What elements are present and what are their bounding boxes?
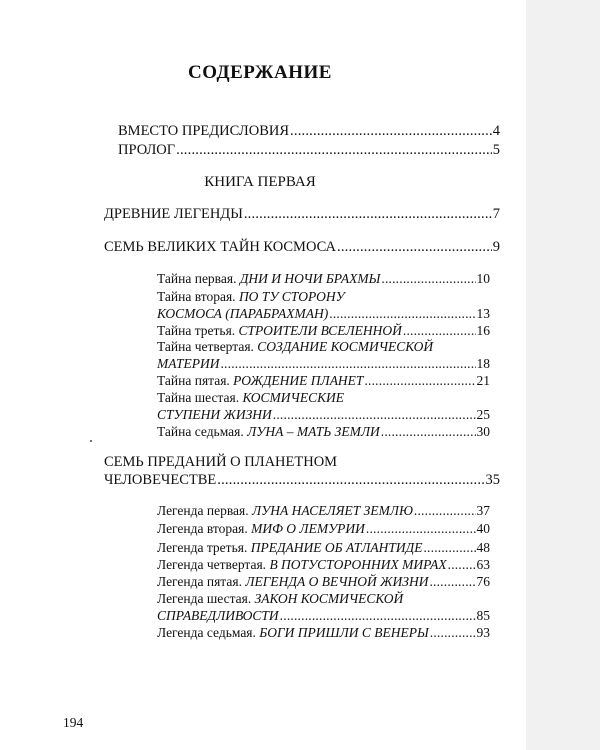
entry-title-cont: ЧЕЛОВЕЧЕСТВЕ [104,472,217,488]
toc-entry-legend-5[interactable] [157,573,490,590]
toc-entry-legend-2[interactable] [157,520,490,537]
toc-entry-secret-7[interactable] [157,423,490,440]
entry-title: ЛУНА НАСЕЛЯЕТ ЗЕМЛЮ [251,503,413,518]
toc-entry-secret-1[interactable] [157,270,490,287]
entry-label: Тайна первая. [157,271,237,286]
entry-title: СЕМЬ ВЕЛИКИХ ТАЙН КОСМОСА [104,239,337,255]
entry-title-cont: СТУПЕНИ ЖИЗНИ [157,407,272,422]
page-edge-shadow [526,0,600,750]
entry-title: ЛУНА – МАТЬ ЗЕМЛИ [247,424,380,439]
entry-page: 13 [476,306,490,321]
entry-page: 10 [476,271,490,286]
entry-page: 93 [476,625,490,640]
entry-title: ДНИ И НОЧИ БРАХМЫ [239,271,381,286]
entry-title: РОЖДЕНИЕ ПЛАНЕТ [233,373,364,388]
toc-entry-legend-6[interactable] [157,590,490,624]
entry-title: КОСМИЧЕСКИЕ [242,390,345,405]
toc-entry-secret-3[interactable] [157,322,490,339]
entry-title-cont: МАТЕРИИ [157,356,220,371]
entry-title: ВМЕСТО ПРЕДИСЛОВИЯ [118,123,290,139]
toc-entry-prologue[interactable] [118,141,500,159]
entry-title: БОГИ ПРИШЛИ С ВЕНЕРЫ [259,625,429,640]
entry-page: 5 [492,142,500,158]
entry-label: Легенда вторая. [157,521,248,536]
entry-label: Тайна седьмая. [157,424,244,439]
entry-title: ПРЕДАНИЕ ОБ АТЛАНТИДЕ [250,540,423,555]
toc-entry-seven-secrets[interactable] [104,238,500,256]
entry-label: Тайна шестая. [157,390,240,405]
entry-label: Легенда четвертая. [157,557,267,572]
entry-page: 76 [476,574,490,589]
toc-entry-secret-6[interactable] [157,389,490,423]
page-number: 194 [63,715,84,730]
stray-mark [90,440,92,442]
entry-page: 35 [485,472,500,488]
entry-page: 85 [476,608,490,623]
entry-page: 48 [476,540,490,555]
entry-title: ДРЕВНИЕ ЛЕГЕНДЫ [104,206,243,222]
toc-entry-legend-7[interactable] [157,624,490,641]
entry-label: Тайна четвертая. [157,339,254,354]
entry-title: СЕМЬ ПРЕДАНИЙ О ПЛАНЕТНОМ [104,454,338,470]
entry-title: СОЗДАНИЕ КОСМИЧЕСКОЙ [257,339,434,354]
toc-entry-secret-4[interactable] [157,338,490,372]
entry-title-cont: КОСМОСА (ПАРАБРАХМАН) [157,306,329,321]
entry-page: 63 [476,557,490,572]
entry-page: 9 [492,239,500,255]
entry-title: ЗАКОН КОСМИЧЕСКОЙ [254,591,404,606]
entry-title: В ПОТУСТОРОННИХ МИРАХ [269,557,447,572]
page-title: СОДЕРЖАНИЕ [188,62,332,83]
entry-page: 18 [476,356,490,371]
toc-entry-seven-traditions[interactable] [104,453,500,489]
entry-title: ПРОЛОГ [118,142,176,158]
toc-entry-legend-4[interactable] [157,556,490,573]
entry-label: Легенда седьмая. [157,625,256,640]
entry-page: 21 [476,373,490,388]
entry-label: Легенда первая. [157,503,249,518]
entry-page: 30 [476,424,490,439]
entry-label: Легенда третья. [157,540,248,555]
entry-page: 40 [476,521,490,536]
entry-title: ЛЕГЕНДА О ВЕЧНОЙ ЖИЗНИ [245,574,429,589]
toc-entry-legend-1[interactable] [157,502,490,519]
entry-page: 16 [476,323,490,338]
entry-title: СТРОИТЕЛИ ВСЕЛЕННОЙ [238,323,402,338]
entry-label: Легенда пятая. [157,574,242,589]
toc-entry-legend-3[interactable] [157,539,490,556]
toc-entry-secret-2[interactable] [157,288,490,322]
toc-entry-secret-5[interactable] [157,372,490,389]
entry-title: МИФ О ЛЕМУРИИ [251,521,365,536]
toc-entry-preface[interactable] [118,122,500,140]
entry-label: Тайна вторая. [157,289,236,304]
entry-title: ПО ТУ СТОРОНУ [238,289,345,304]
entry-label: Тайна третья. [157,323,236,338]
entry-page: 4 [492,123,500,139]
entry-title-cont: СПРАВЕДЛИВОСТИ [157,608,279,623]
entry-page: 7 [492,206,500,222]
entry-label: Тайна пятая. [157,373,230,388]
toc-entry-ancient-legends[interactable] [104,205,500,223]
entry-page: 37 [476,503,490,518]
entry-page: 25 [476,407,490,422]
book-heading: КНИГА ПЕРВАЯ [204,174,316,190]
entry-label: Легенда шестая. [157,591,252,606]
